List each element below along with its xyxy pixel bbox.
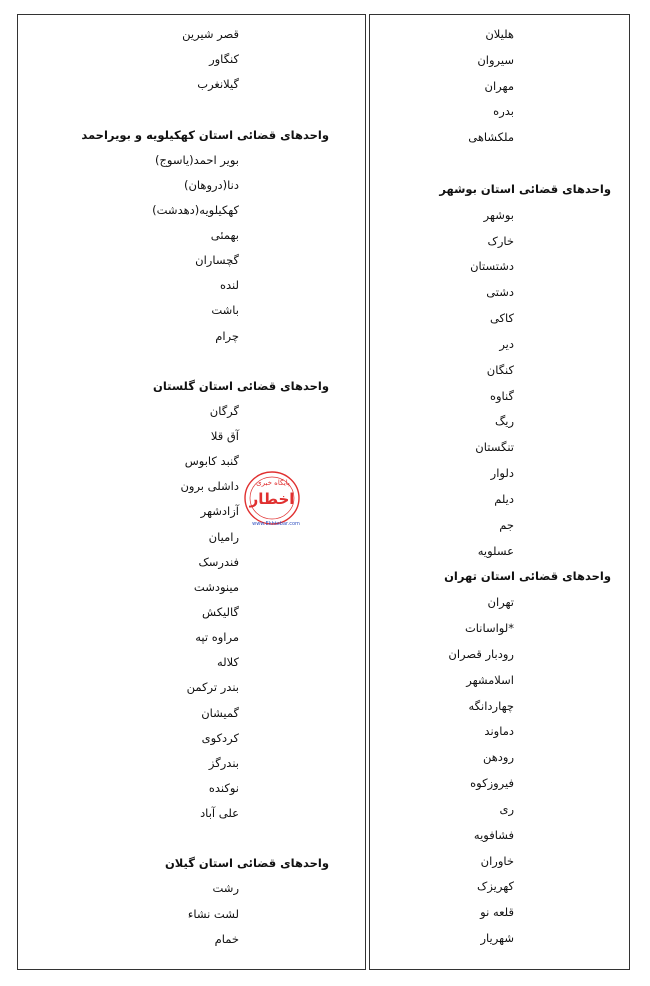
left-column-cell: مراوه تپه: [195, 630, 239, 645]
left-column-cell: گچساران: [195, 253, 239, 268]
right-column-cell: مهران: [484, 78, 514, 93]
left-column-cell: فندرسک: [198, 554, 239, 569]
left-column-cell: کنگاور: [209, 52, 239, 67]
watermark-main-text: اخطار: [249, 490, 295, 508]
right-column-heading: واحدهای قضائی استان بوشهر: [439, 181, 611, 196]
right-column-cell: قلعه نو: [480, 905, 514, 920]
left-column-cell: گالیکش: [202, 604, 239, 619]
right-column-cell: بوشهر: [483, 207, 514, 222]
right-column-cell: تنگستان: [475, 440, 514, 455]
right-column-cell: عسلویه: [477, 543, 514, 558]
right-column-cell: شهریار: [480, 931, 514, 946]
left-column-heading: واحدهای قضائی استان گیلان: [164, 856, 329, 871]
right-column-cell: اسلامشهر: [466, 672, 514, 687]
right-column-cell: چهاردانگه: [468, 698, 514, 713]
right-column-cell: دیر: [499, 336, 514, 351]
left-column-cell: کهکیلویه(دهدشت): [152, 202, 239, 217]
left-column-heading: واحدهای قضائی استان کهکیلویه و بویراحمد: [81, 127, 329, 142]
left-column-cell: نوکنده: [208, 780, 239, 795]
left-column-cell: کردکوی: [201, 730, 239, 745]
right-column-cell: رودهن: [482, 750, 514, 765]
right-column-cell: خارک: [487, 233, 514, 248]
right-column-heading: واحدهای قضائی استان تهران: [444, 569, 611, 584]
left-column-cell: قصر شیرین: [182, 27, 239, 41]
right-column-cell: کنگان: [486, 362, 514, 377]
document-table: [17, 14, 630, 970]
left-column-cell: رامیان: [208, 529, 239, 544]
right-column-cell: سیروان: [477, 52, 514, 67]
left-column-cell: گنبد کابوس: [184, 454, 239, 469]
watermark-url-text: www.Ekhtebar.com: [252, 521, 300, 527]
right-column-cell: دشتستان: [470, 259, 514, 274]
right-column-cell: هلیلان: [485, 27, 514, 41]
right-column: [369, 14, 630, 970]
left-column-cell: خمام: [214, 931, 239, 946]
left-column-cell: لنده: [219, 278, 239, 293]
right-column-cell: فیروزکوه: [470, 776, 514, 791]
left-column-heading: واحدهای قضائی استان گلستان: [153, 378, 329, 393]
right-column-cell: کهریزک: [477, 879, 514, 894]
right-column-cell: دشتی: [486, 285, 514, 300]
right-column-cell: ری: [499, 801, 514, 816]
watermark-logo: [236, 468, 314, 532]
left-column-cell: کلاله: [216, 655, 239, 670]
left-column-cell: علی آباد: [200, 806, 239, 821]
left-column-cell: گمیشان: [201, 705, 239, 720]
left-column-cell: مینودشت: [193, 579, 239, 594]
left-column-cell: باشت: [211, 303, 239, 318]
left-column-cell: لشت نشاء: [187, 906, 239, 921]
left-column-cell: بویر احمد(یاسوج): [154, 152, 239, 167]
left-column-cell: گیلانغرب: [197, 77, 239, 92]
left-column-cell: بندرگز: [208, 755, 239, 770]
right-column-cell: رودبار قصران: [448, 646, 514, 661]
right-column-cell: دماوند: [484, 724, 514, 739]
right-column-cell: جم: [499, 517, 514, 532]
left-column-cell: بهمئی: [210, 228, 239, 243]
left-column-cell: آق قلا: [210, 429, 239, 444]
left-column-cell: رشت: [212, 881, 239, 896]
right-column-cell: خاوران: [480, 853, 514, 868]
left-column-cell: بندر ترکمن: [186, 680, 239, 695]
left-column-cell: چرام: [215, 328, 239, 343]
right-column-cell: ریگ: [494, 414, 514, 429]
right-column-cell: *لواسانات: [464, 621, 514, 636]
right-column-cell: فشافویه: [473, 827, 514, 842]
right-column-cell: ملکشاهی: [468, 130, 514, 145]
right-column-cell: کاکی: [489, 311, 514, 326]
left-column-cell: داشلی برون: [180, 479, 239, 494]
right-column-cell: تهران: [487, 595, 514, 610]
right-column-cell: بدره: [493, 104, 514, 119]
right-column-cell: دیلم: [494, 491, 514, 506]
left-column-cell: آزادشهر: [200, 504, 239, 519]
watermark-arc-text: پایگاه خبری: [256, 479, 290, 487]
left-column-cell: گرگان: [209, 403, 239, 418]
left-column-cell: دنا(دروهان): [183, 177, 239, 192]
right-column-cell: گناوه: [489, 388, 514, 403]
right-column-cell: دلوار: [490, 466, 514, 481]
